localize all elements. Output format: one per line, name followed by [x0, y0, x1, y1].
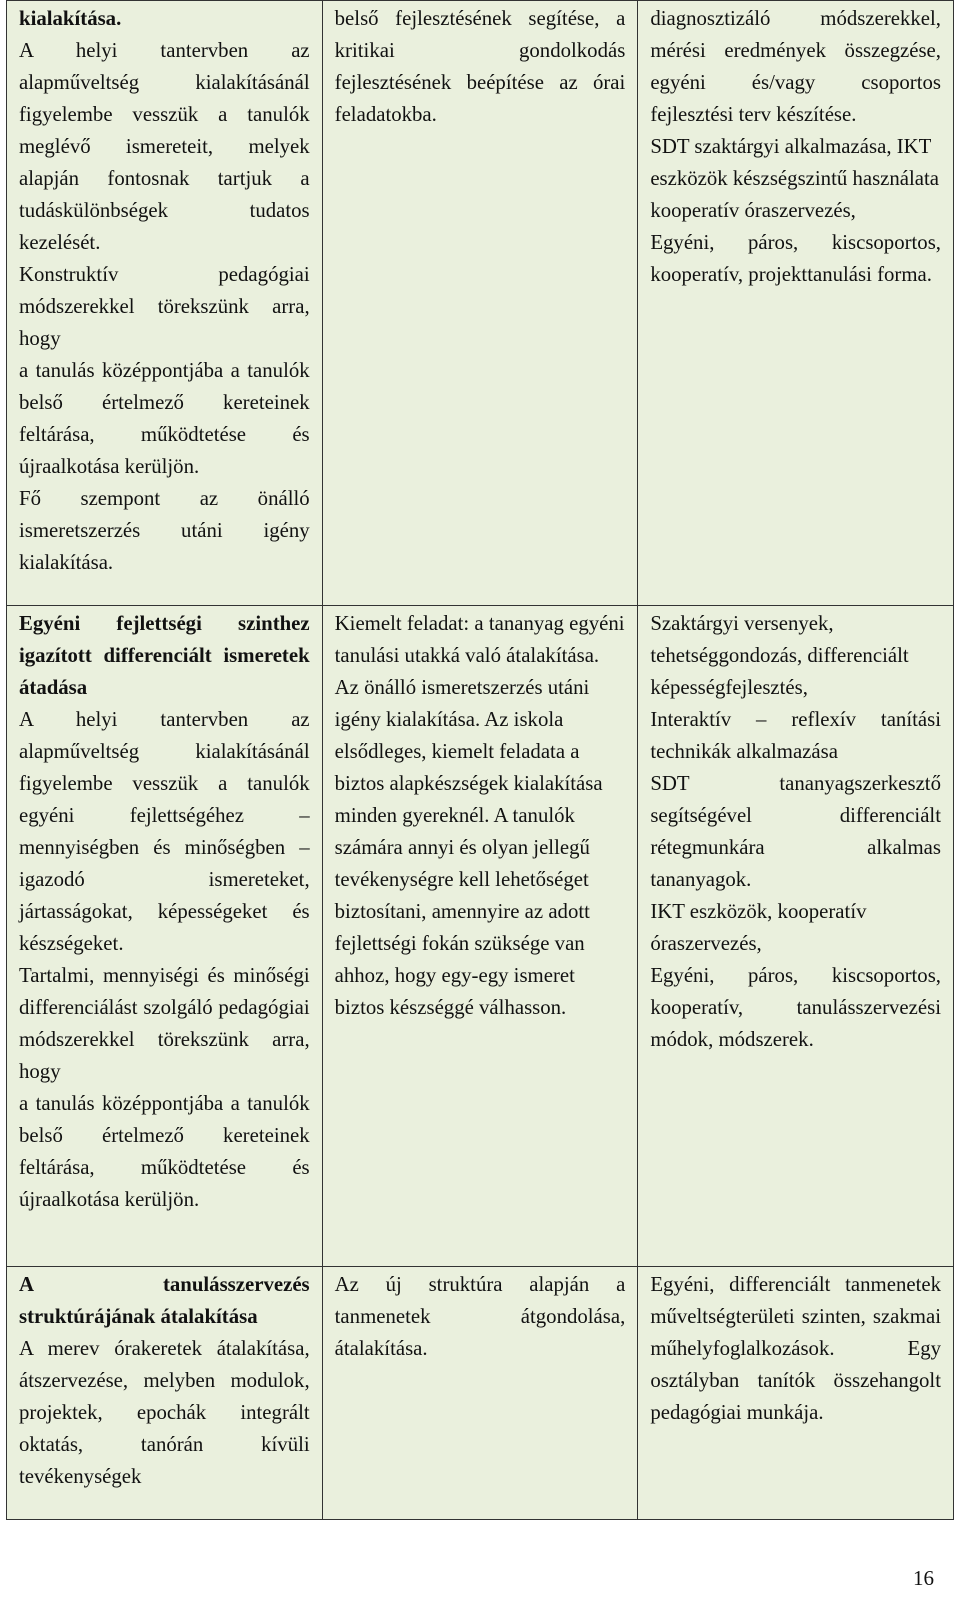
paragraph: A tanulásszervezés struktúrájának átalakítása	[19, 1273, 310, 1328]
cell-goal	[7, 1267, 323, 1520]
cell-task	[322, 606, 638, 1267]
page-number: 16	[913, 1566, 934, 1590]
cell-goal	[7, 1, 323, 606]
table-row	[7, 606, 954, 1267]
paragraph: Fő szempont az önálló ismeretszerzés utáni igény kialakítása.	[19, 487, 310, 574]
cell-goal	[7, 606, 323, 1267]
paragraph: Szaktárgyi versenyek, tehetséggondozás, differenciált képességfejlesztés,	[650, 612, 909, 699]
paragraph: belső fejlesztésének segítése, a kritikai gondolkodás fejlesztésének beépítése az órai feladatokba.	[334, 7, 626, 126]
cell-task	[322, 1, 638, 606]
table-row	[7, 1267, 954, 1520]
paragraph: A helyi tantervben az alapműveltség kialakításánál figyelembe vesszük a tanulók meglévő ismereteit, melyek alapján fontosnak tartjuk a tudáskülönbségek tudatos kezelését.	[19, 39, 310, 254]
paragraph: SDT szaktárgyi alkalmazása, IKT eszközök készségszintű használata kooperatív óraszervezés,	[650, 135, 940, 222]
cell-method	[638, 1, 954, 606]
paragraph: A helyi tantervben az alapműveltség kialakításánál figyelembe vesszük a tanulók egyéni fejlettségéhez – mennyiségben és minőségben – igazodó ismereteket, jártasságokat, képességeket és készségeket.	[19, 708, 310, 955]
paragraph: SDT tananyagszerkesztő segítségével differenciált rétegmunkára alkalmas tananyagok.	[650, 772, 941, 891]
paragraph: A merev órakeretek átalakítása, átszervezése, melyben modulok, projektek, epochák integrált oktatás, tanórán kívüli tevékenységek	[19, 1337, 310, 1488]
cell-method	[638, 606, 954, 1267]
table-row	[7, 1, 954, 606]
paragraph: Kiemelt feladat: a tananyag egyéni tanulási utakká való átalakítása. Az önálló ismeretszerzés utáni igény kialakítása. Az iskola elsődleges, kiemelt feladata a biztos alapkészségek kialakítása minden gyereknél. A tanulók számára annyi és olyan jellegű tevékenységre kell lehetőséget biztosítani, amennyire az adott fejlettségi fokán szüksége van ahhoz, hogy egy-egy ismeret biztos készséggé válhasson.	[334, 612, 625, 1019]
cell-task	[322, 1267, 638, 1520]
paragraph: Interaktív – reflexív tanítási technikák alkalmazása	[650, 708, 941, 763]
paragraph: a tanulás középpontjába a tanulók belső értelmező kereteinek feltárása, működtetése és újraalkotása kerüljön.	[19, 1092, 310, 1211]
paragraph: Egyéni, páros, kiscsoportos, kooperatív, projekttanulási forma.	[650, 231, 941, 286]
paragraph: Konstruktív pedagógiai módszerekkel törekszünk arra, hogy	[19, 263, 310, 350]
paragraph: IKT eszközök, kooperatív óraszervezés,	[650, 900, 867, 955]
paragraph: kialakítása.	[19, 7, 122, 30]
paragraph: Az új struktúra alapján a tanmenetek átgondolása, átalakítása.	[334, 1273, 626, 1360]
paragraph: Egyéni, differenciált tanmenetek műveltségterületi szinten, szakmai műhelyfoglalkozások. Egy osztályban tanítók összehangolt pedagógiai munkája.	[650, 1273, 941, 1424]
paragraph: Tartalmi, mennyiségi és minőségi differenciálást szolgáló pedagógiai módszerekkel törekszünk arra, hogy	[19, 964, 310, 1083]
paragraph: a tanulás középpontjába a tanulók belső értelmező kereteinek feltárása, működtetése és újraalkotása kerüljön.	[19, 359, 310, 478]
cell-method	[638, 1267, 954, 1520]
paragraph: Egyéni fejlettségi szinthez igazított differenciált ismeretek átadása	[19, 612, 310, 699]
content-table	[6, 0, 954, 1520]
paragraph: diagnosztizáló módszerekkel, mérési eredmények összegzése, egyéni és/vagy csoportos fejlesztési terv készítése.	[650, 7, 941, 126]
paragraph: Egyéni, páros, kiscsoportos, kooperatív, tanulásszervezési módok, módszerek.	[650, 964, 941, 1051]
